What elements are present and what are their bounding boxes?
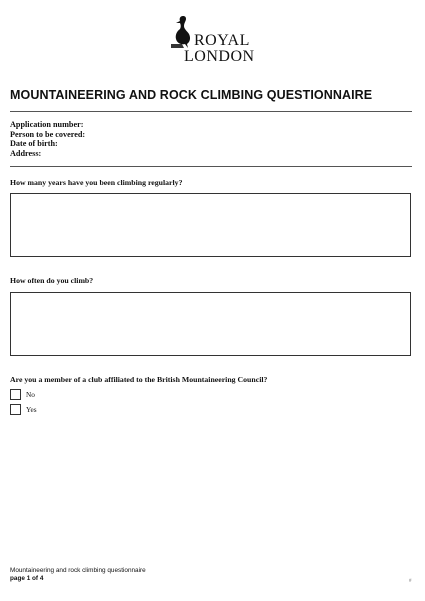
divider [10,111,412,112]
divider [10,166,412,167]
address-label: Address: [10,148,42,158]
climb-frequency-answer-box[interactable] [10,292,411,356]
years-climbing-answer-box[interactable] [10,193,411,257]
question-club-membership: Are you a member of a club affiliated to the British Mountaineering Council? [10,375,268,384]
yes-label: Yes [26,405,37,414]
person-covered-label: Person to be covered: [10,129,86,139]
question-years-climbing: How many years have you been climbing regularly? [10,178,183,187]
question-climb-frequency: How often do you climb? [10,276,94,285]
yes-checkbox[interactable] [10,404,21,415]
royal-london-logo [170,14,260,66]
applicant-details [10,120,85,158]
application-number-label: Application number: [10,120,84,129]
date-of-birth-label: Date of birth: [10,139,58,149]
page-title: MOUNTAINEERING AND ROCK CLIMBING QUESTIONNAIRE [10,88,373,102]
page-footer [10,567,146,583]
option-yes[interactable] [10,404,37,415]
brand-line-2: LONDON [184,48,255,65]
brand-line-1: ROYAL [194,32,250,49]
footer-document-name: Mountaineering and rock climbing questionnaire [10,567,146,574]
no-checkbox[interactable] [10,389,21,400]
footer-page-number: page 1 of 4 [10,574,44,582]
no-label: No [26,390,35,399]
corner-mark: # [409,579,412,584]
option-no[interactable] [10,389,35,400]
